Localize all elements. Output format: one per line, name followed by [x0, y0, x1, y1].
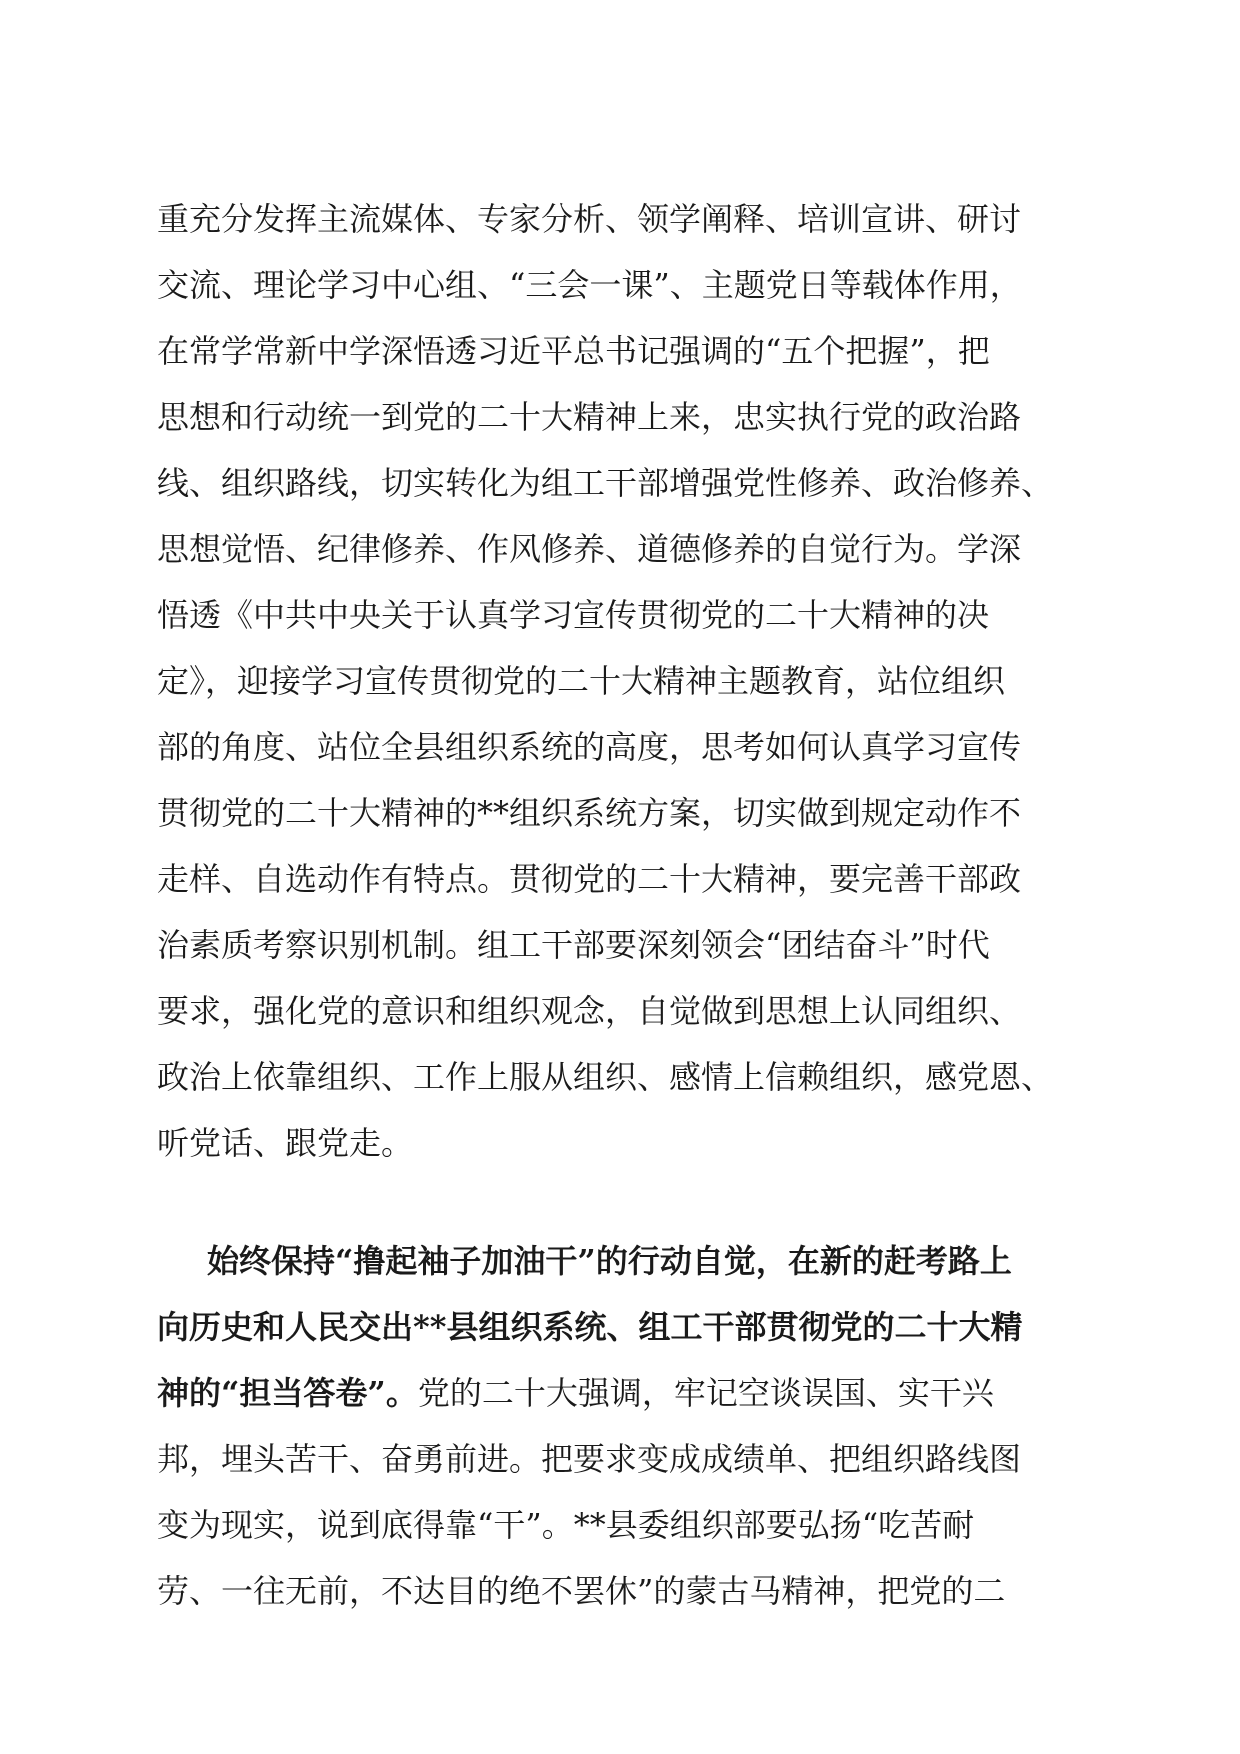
document-body [157, 186, 1089, 1624]
body-start: 党的二十大强调，牢记空谈误国、实干兴 [417, 1374, 994, 1412]
paragraph-2 [157, 1228, 1089, 1624]
text-line: 交流、理论学习中心组、“三会一课”、主题党日等载体作用， [157, 266, 1022, 304]
text-line: 贯彻党的二十大精神的**组织系统方案，切实做到规定动作不 [157, 794, 1022, 832]
text-line: 悟透《中共中央关于认真学习宣传贯彻党的二十大精神的决 [157, 596, 990, 634]
paragraph-1 [157, 186, 1089, 1176]
text-line-mixed [157, 1360, 1089, 1426]
text-line: 在常学常新中学深悟透习近平总书记强调的“五个把握”，把 [157, 332, 990, 370]
text-line: 听党话、跟党走。 [157, 1124, 414, 1162]
text-line: 政治上依靠组织、工作上服从组织、感情上信赖组织，感党恩、 [157, 1058, 1054, 1096]
heading-tail: 神的“担当答卷”。 [157, 1374, 418, 1412]
text-line: 走样、自选动作有特点。贯彻党的二十大精神，要完善干部政 [157, 860, 1022, 898]
text-line-heading: 始终保持“撸起袖子加油干”的行动自觉，在新的赶考路上 [207, 1242, 1012, 1280]
text-line: 重充分发挥主流媒体、专家分析、领学阐释、培训宣讲、研讨 [157, 200, 1022, 238]
text-line: 要求，强化党的意识和组织观念，自觉做到思想上认同组织、 [157, 992, 1022, 1030]
text-line: 线、组织路线，切实转化为组工干部增强党性修养、政治修养、 [157, 464, 1054, 502]
text-line: 治素质考察识别机制。组工干部要深刻领会“团结奋斗”时代 [157, 926, 990, 964]
text-line: 变为现实，说到底得靠“干”。**县委组织部要弘扬“吃苦耐 [157, 1506, 975, 1544]
text-line: 劳、一往无前，不达目的绝不罢休”的蒙古马精神，把党的二 [157, 1572, 1006, 1610]
text-line: 思想和行动统一到党的二十大精神上来，忠实执行党的政治路 [157, 398, 1022, 436]
paragraph-spacer [157, 1176, 1089, 1228]
text-line: 思想觉悟、纪律修养、作风修养、道德修养的自觉行为。学深 [157, 530, 1022, 568]
text-line-heading: 向历史和人民交出**县组织系统、组工干部贯彻党的二十大精 [157, 1308, 1023, 1346]
text-line: 部的角度、站位全县组织系统的高度，思考如何认真学习宣传 [157, 728, 1022, 766]
text-line: 定》，迎接学习宣传贯彻党的二十大精神主题教育，站位组织 [157, 662, 1006, 700]
text-line: 邦，埋头苦干、奋勇前进。把要求变成成绩单、把组织路线图 [157, 1440, 1022, 1478]
